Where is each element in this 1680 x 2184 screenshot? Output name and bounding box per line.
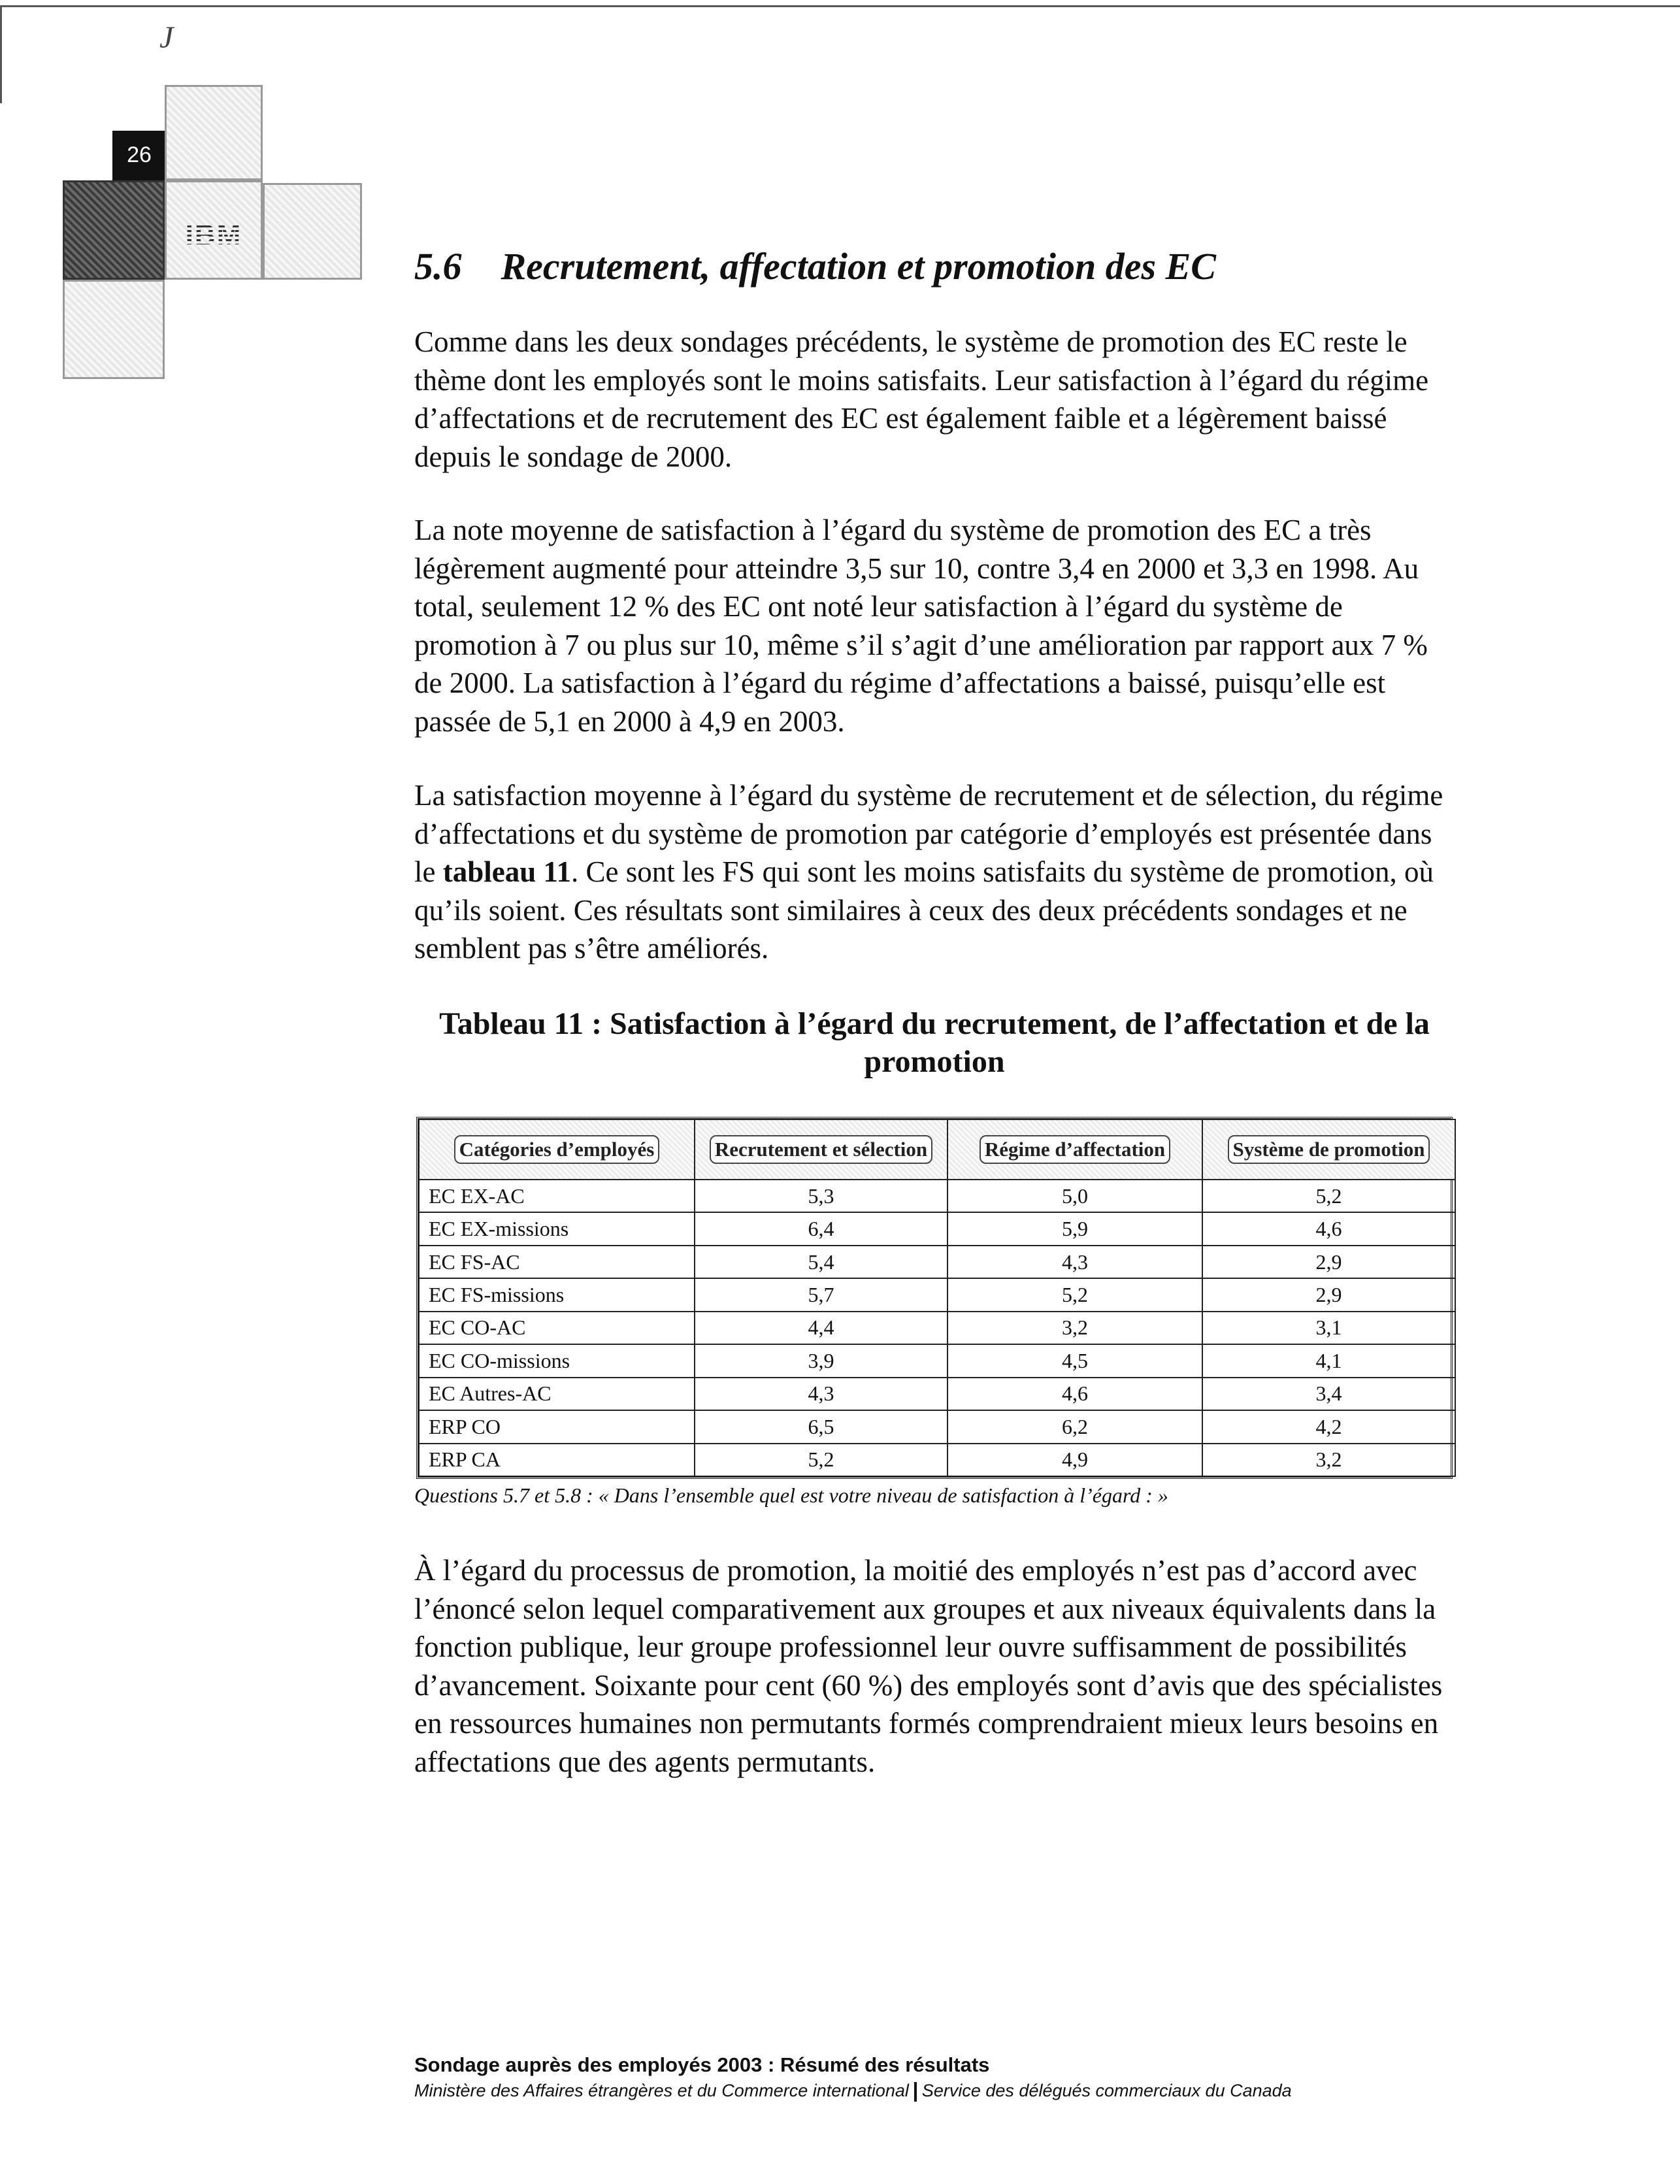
table-row — [419, 1344, 1455, 1377]
footer-subtitle — [414, 2081, 1292, 2102]
paragraph-1: Comme dans les deux sondages précédents, le système de promotion des EC reste le thème dont les employés sont le moins satisfaits. Leur satisfaction à l’égard du régime d’affectations et de recrutement des EC est également faible et a légèrement baissé depuis le sondage de 2000. — [414, 325, 1429, 473]
table-reference: tableau 11 — [442, 855, 572, 888]
table-cell: 5,3 — [695, 1180, 947, 1212]
paragraph-3-start: La satisfaction moyenne à l’égard du système de recrutement et de sélection, du régime d’affectations et du système de promotion par catégorie d’employés est présentée dans le — [414, 779, 1443, 888]
logo-square-bottom — [63, 280, 165, 379]
footer-title: Sondage auprès des employés 2003 : Résumé des résultats — [414, 2053, 990, 2076]
footer-service: Service des délégués commerciaux du Canada — [921, 2081, 1292, 2100]
table-header-row — [419, 1119, 1455, 1180]
table-cell: 5,7 — [695, 1278, 947, 1311]
table-cell: 2,9 — [1202, 1246, 1455, 1278]
table-row — [419, 1278, 1455, 1311]
table-cell: 3,1 — [1202, 1312, 1455, 1344]
table-row-label: EC EX-AC — [419, 1180, 695, 1212]
ibm-logo-icon: IBM — [178, 216, 250, 255]
table-cell: 3,2 — [1202, 1444, 1455, 1477]
table-row-label: EC EX-missions — [419, 1212, 695, 1245]
table-row-label: EC CO-AC — [419, 1312, 695, 1344]
table-header-cell: Catégories d’employés — [419, 1119, 695, 1180]
table-header-cell: Recrutement et sélection — [695, 1119, 947, 1180]
section-heading — [414, 244, 1216, 288]
table-row — [419, 1246, 1455, 1278]
table-cell: 6,4 — [695, 1212, 947, 1245]
table-cell: 6,2 — [947, 1410, 1202, 1443]
paragraph-3 — [414, 776, 1447, 968]
paragraph-3-end: . Ce sont les FS qui sont les moins satisfaits du système de promotion, où qu’ils soient. Ces résultats sont similaires à ceux des deux précédents sondages et ne semblent pas s’être améliorés. — [414, 855, 1434, 965]
table-cell: 5,2 — [947, 1278, 1202, 1311]
table-cell: 4,6 — [1202, 1212, 1455, 1245]
table-title: Tableau 11 : Satisfaction à l’égard du recrutement, de l’affectation et de la promotion — [439, 1006, 1430, 1079]
scan-edge-left — [0, 5, 2, 103]
table-cell: 3,9 — [695, 1344, 947, 1377]
table-cell: 4,3 — [947, 1246, 1202, 1278]
table-row-label: EC FS-AC — [419, 1246, 695, 1278]
table-cell: 5,2 — [695, 1444, 947, 1477]
table-row — [419, 1378, 1455, 1410]
table-cell: 5,2 — [1202, 1180, 1455, 1212]
table-row-label: ERP CA — [419, 1444, 695, 1477]
table-cell: 4,5 — [947, 1344, 1202, 1377]
table-row — [419, 1444, 1455, 1477]
page-number: 26 — [127, 142, 152, 167]
footer-separator — [914, 2082, 917, 2102]
table-cell: 5,9 — [947, 1212, 1202, 1245]
table-cell: 4,1 — [1202, 1344, 1455, 1377]
paragraph-2: La note moyenne de satisfaction à l’égard du système de promotion des EC a très légèrement augmenté pour atteindre 3,5 sur 10, contre 3,4 en 2000 et 3,3 en 1998. Au total, seulement 12 % des EC ont noté leur satisfaction à l’égard du système de promotion à 7 ou plus sur 10, même s’il s’agit d’une amélioration par rapport aux 7 % de 2000. La satisfaction à l’égard du régime d’affectations a baissé, puisqu’elle est passée de 5,1 en 2000 à 4,9 en 2003. — [414, 514, 1428, 738]
table-note: Questions 5.7 et 5.8 : « Dans l’ensemble quel est votre niveau de satisfaction à l’égard : » — [414, 1483, 1168, 1507]
table-cell: 2,9 — [1202, 1278, 1455, 1311]
paragraph-4: À l’égard du processus de promotion, la moitié des employés n’est pas d’accord avec l’énoncé selon lequel comparativement aux groupes et aux niveaux équivalents dans la fonction publique, leur groupe professionnel leur ouvre suffisamment de possibilités d’avancement. Soixante pour cent (60 %) des employés sont d’avis que des spécialistes en ressources humaines non permutants formés comprendraient mieux leurs besoins en affectations que des agents permutants. — [414, 1554, 1443, 1778]
section-title: Recrutement, affectation et promotion des EC — [501, 245, 1216, 288]
section-number: 5.6 — [414, 245, 462, 288]
table-row-label: EC Autres-AC — [419, 1378, 695, 1410]
table-cell: 5,4 — [695, 1246, 947, 1278]
table-cell: 4,9 — [947, 1444, 1202, 1477]
table-cell: 4,3 — [695, 1378, 947, 1410]
table-cell: 4,6 — [947, 1378, 1202, 1410]
logo-square-top — [165, 85, 263, 180]
table-row — [419, 1212, 1455, 1245]
table-row-label: EC FS-missions — [419, 1278, 695, 1311]
table-cell: 4,2 — [1202, 1410, 1455, 1443]
table-cell: 6,5 — [695, 1410, 947, 1443]
table-cell: 5,0 — [947, 1180, 1202, 1212]
table-row-label: ERP CO — [419, 1410, 695, 1443]
table-header-cell: Système de promotion — [1202, 1119, 1455, 1180]
table-cell: 3,2 — [947, 1312, 1202, 1344]
scan-edge-top — [0, 5, 1680, 7]
table-row — [419, 1410, 1455, 1443]
logo-square-dark — [63, 180, 165, 280]
table-cell: 4,4 — [695, 1312, 947, 1344]
corner-mark: J — [159, 20, 174, 55]
table-row-label: EC CO-missions — [419, 1344, 695, 1377]
table-cell: 3,4 — [1202, 1378, 1455, 1410]
table-row — [419, 1180, 1455, 1212]
table-row — [419, 1312, 1455, 1344]
footer-ministry: Ministère des Affaires étrangères et du Commerce international — [414, 2081, 909, 2100]
logo-square-right — [263, 183, 362, 280]
table-header-cell: Régime d’affectation — [947, 1119, 1202, 1180]
satisfaction-table — [416, 1117, 1453, 1479]
